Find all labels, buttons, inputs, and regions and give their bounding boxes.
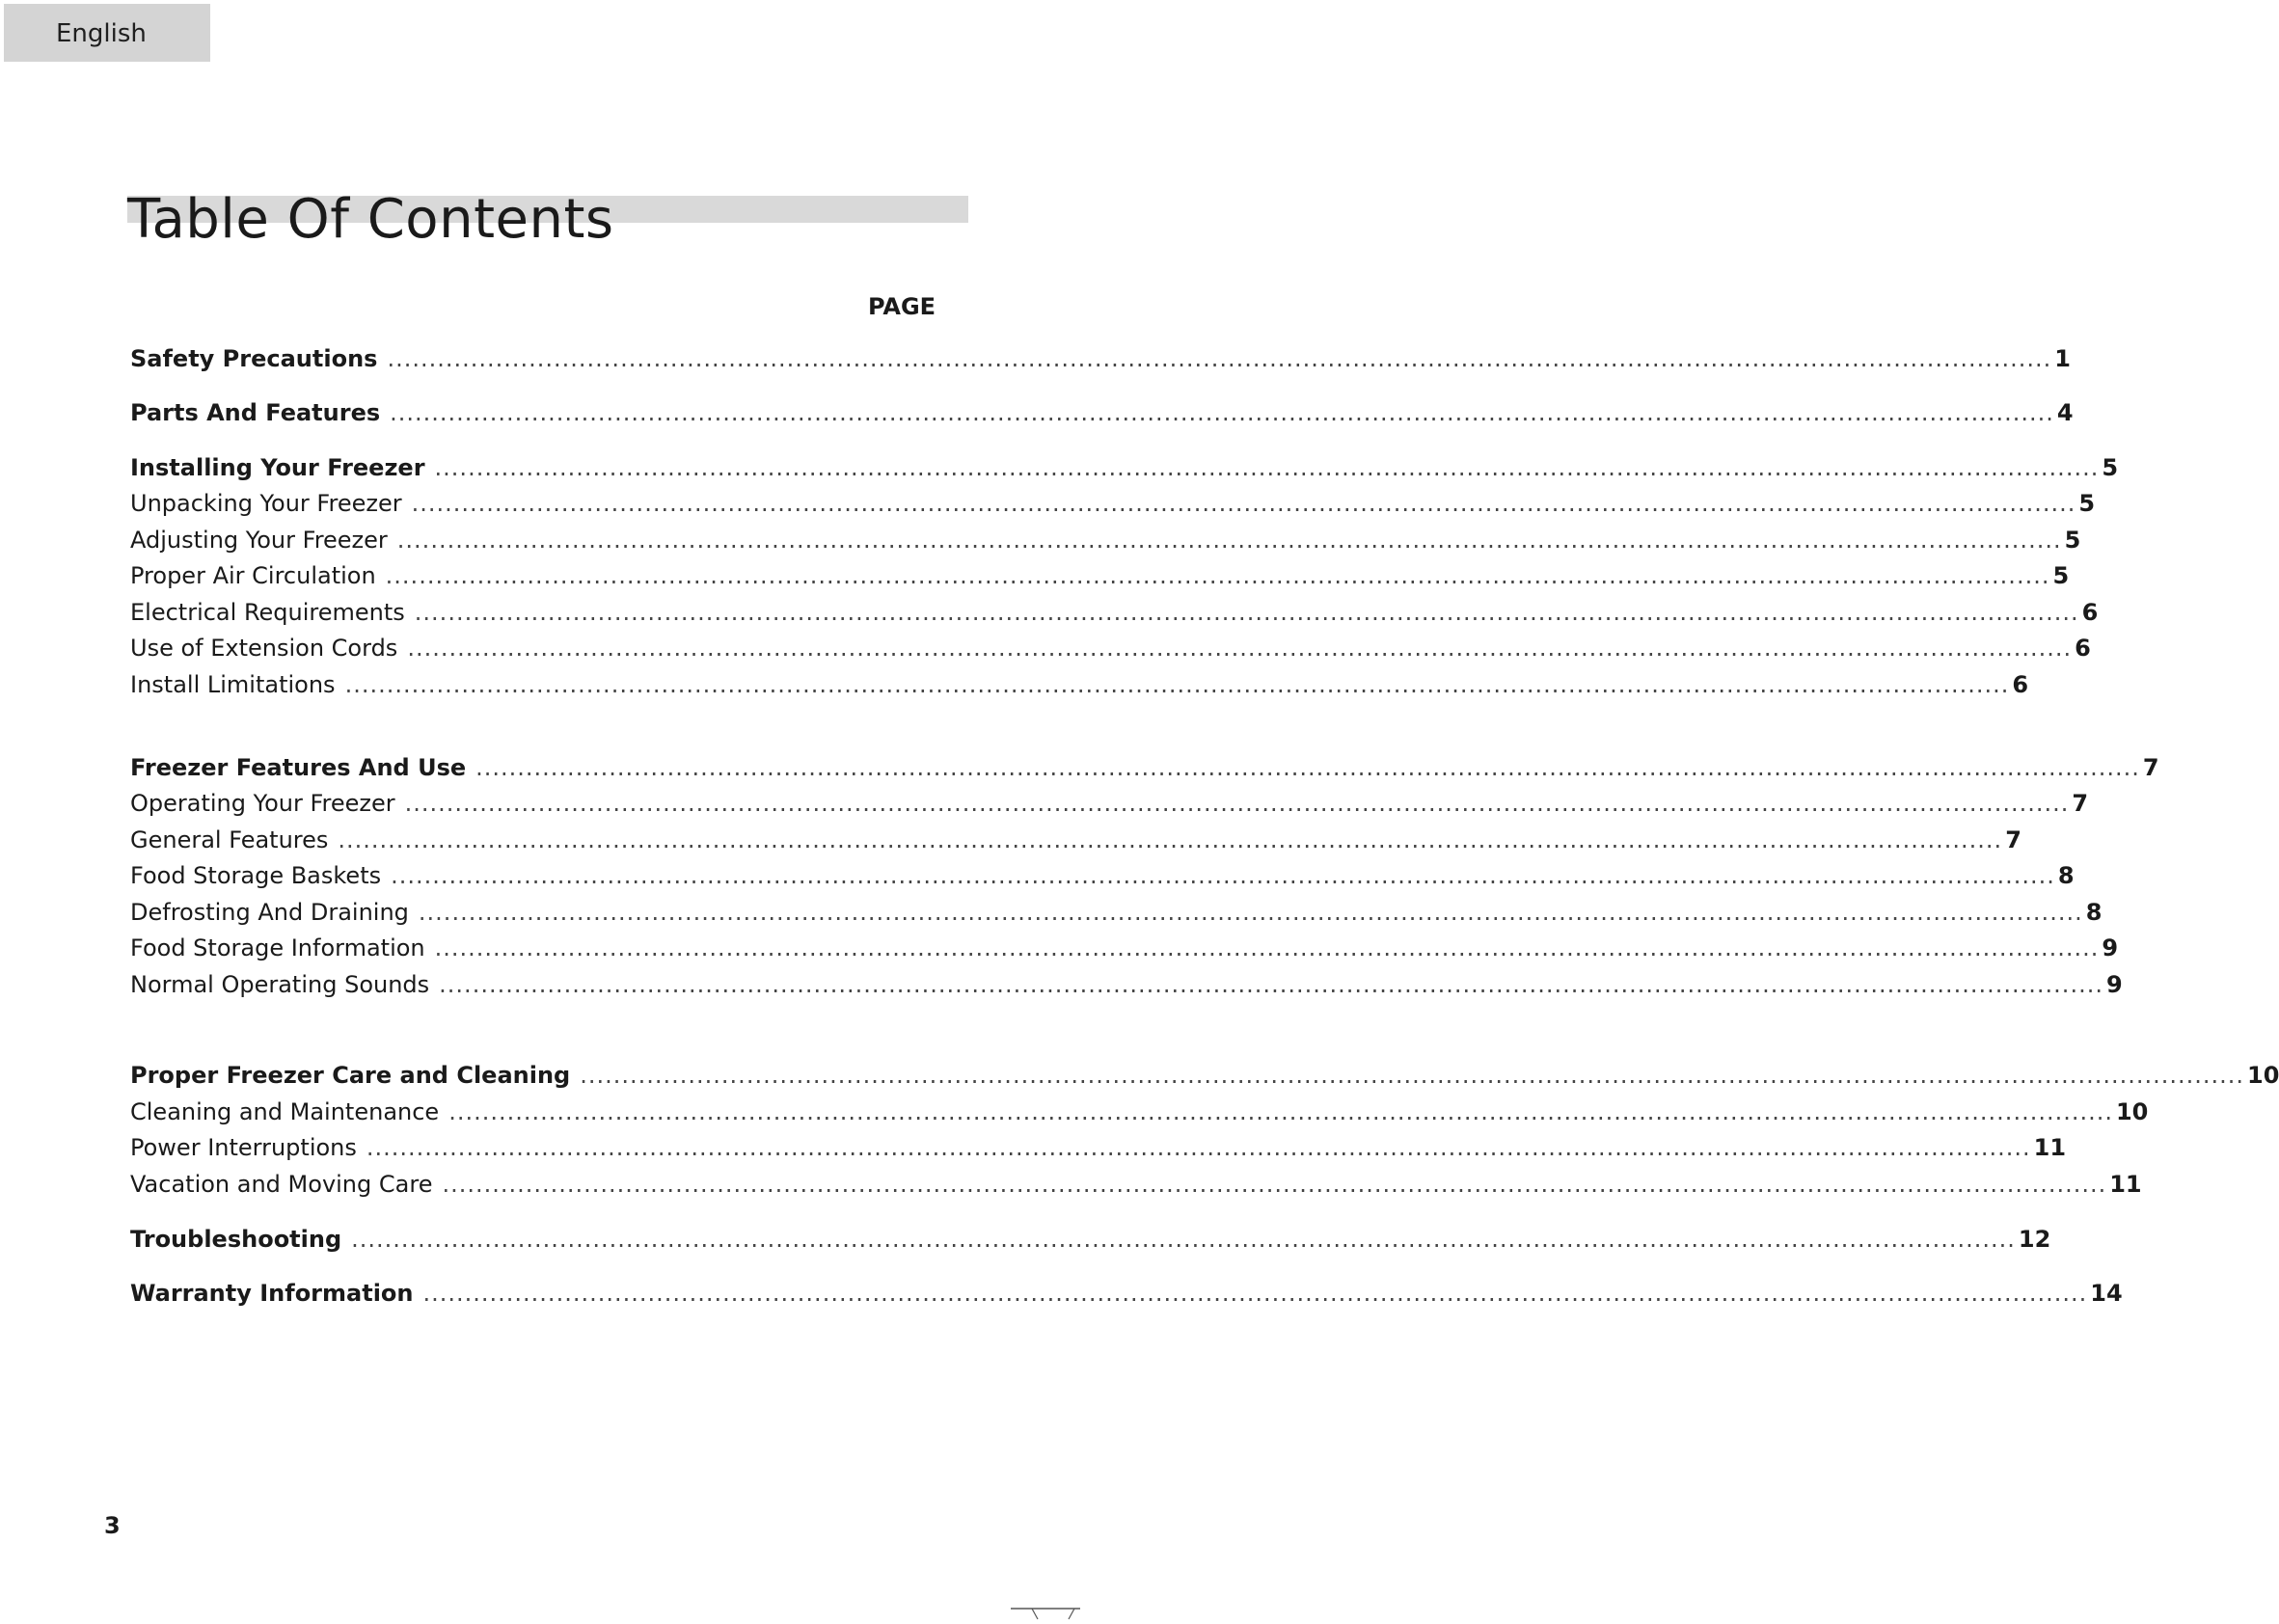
toc-entry-page: 5 <box>2052 562 2070 589</box>
toc-entry-label: Operating Your Freezer <box>130 790 395 817</box>
toc-entry-general-features[interactable] <box>130 826 2021 854</box>
page-column-header: PAGE <box>868 293 936 320</box>
toc-entry-label: Normal Operating Sounds <box>130 971 430 998</box>
dot-leader: ........................................................................................................................................................................................................ <box>414 599 2079 626</box>
toc-entry-freezer-features-and-use[interactable] <box>130 753 2159 782</box>
toc-entry-unpacking-your-freezer[interactable] <box>130 489 2096 518</box>
toc-entry-label: Warranty Information <box>130 1280 414 1307</box>
dot-leader: ........................................................................................................................................................................................................ <box>418 899 2083 926</box>
toc-entry-electrical-requirements[interactable] <box>130 598 2099 627</box>
dot-leader: ........................................................................................................................................................................................................ <box>404 790 2070 817</box>
toc-entry-power-interruptions[interactable] <box>130 1133 2067 1162</box>
toc-entry-page: 6 <box>2075 635 2091 662</box>
toc-entry-safety-precautions[interactable] <box>130 344 2071 373</box>
toc-entry-label: Troubleshooting <box>130 1226 342 1253</box>
toc-entry-label: Installing Your Freezer <box>130 454 425 481</box>
dot-leader: ........................................................................................................................................................................................................ <box>366 1134 2031 1161</box>
dot-leader: ........................................................................................................................................................................................................ <box>439 971 2103 998</box>
toc-entry-normal-operating-sounds[interactable] <box>130 970 2123 999</box>
toc-entry-installing-your-freezer[interactable] <box>130 453 2119 482</box>
toc-entry-label: Adjusting Your Freezer <box>130 527 388 554</box>
dot-leader: ........................................................................................................................................................................................................ <box>351 1226 2016 1253</box>
dot-leader: ........................................................................................................................................................................................................ <box>344 671 2010 698</box>
toc-entry-label: Electrical Requirements <box>130 599 405 626</box>
toc-entry-food-storage-information[interactable] <box>130 934 2119 962</box>
toc-entry-page: 9 <box>2102 934 2119 961</box>
toc-entry-troubleshooting[interactable] <box>130 1225 2051 1254</box>
toc-entry-page: 6 <box>2012 671 2029 698</box>
dot-leader: ........................................................................................................................................................................................................ <box>387 345 2052 372</box>
toc-entry-page: 11 <box>2109 1171 2142 1198</box>
toc-entry-label: Install Limitations <box>130 671 336 698</box>
toc-entry-label: Proper Air Circulation <box>130 562 376 589</box>
toc-entry-page: 9 <box>2105 971 2123 998</box>
dot-leader: ........................................................................................................................................................................................................ <box>385 562 2050 589</box>
dot-leader: ........................................................................................................................................................................................................ <box>390 399 2054 426</box>
toc-entry-page: 7 <box>2005 826 2021 853</box>
language-tab: English <box>4 4 210 62</box>
toc-entry-page: 5 <box>2102 454 2119 481</box>
toc-entry-page: 4 <box>2056 399 2074 426</box>
dot-leader: ........................................................................................................................................................................................................ <box>434 934 2100 961</box>
dot-leader: ........................................................................................................................................................................................................ <box>407 635 2073 662</box>
dot-leader: ........................................................................................................................................................................................................ <box>434 454 2100 481</box>
toc-entry-label: Parts And Features <box>130 399 381 426</box>
toc-entry-page: 1 <box>2054 345 2071 372</box>
toc-entry-label: General Features <box>130 826 329 853</box>
dot-leader: ........................................................................................................................................................................................................ <box>422 1280 2088 1307</box>
toc-entry-label: Use of Extension Cords <box>130 635 398 662</box>
toc-entry-proper-freezer-care-and-cleaning[interactable] <box>130 1061 2279 1090</box>
toc-entry-label: Food Storage Baskets <box>130 862 382 889</box>
dot-leader: ........................................................................................................................................................................................................ <box>442 1171 2107 1198</box>
toc-entry-page: 7 <box>2142 754 2159 781</box>
toc-entry-parts-and-features[interactable] <box>130 398 2074 427</box>
toc-entry-page: 6 <box>2081 599 2099 626</box>
page-title: Table Of Contents <box>127 188 614 251</box>
dot-leader: ........................................................................................................................................................................................................ <box>448 1098 2113 1125</box>
toc-entry-label: Defrosting And Draining <box>130 899 409 926</box>
toc-entry-use-of-extension-cords[interactable] <box>130 634 2091 663</box>
toc-entry-operating-your-freezer[interactable] <box>130 789 2089 818</box>
toc-entry-install-limitations[interactable] <box>130 670 2029 699</box>
toc-entry-page: 11 <box>2033 1134 2067 1161</box>
dot-leader: ........................................................................................................................................................................................................ <box>338 826 2003 853</box>
dot-leader: ........................................................................................................................................................................................................ <box>411 490 2076 517</box>
toc-entry-label: Vacation and Moving Care <box>130 1171 433 1198</box>
toc-entry-page: 12 <box>2018 1226 2051 1253</box>
toc-entry-page: 8 <box>2085 899 2103 926</box>
toc-entry-adjusting-your-freezer[interactable] <box>130 526 2081 555</box>
toc-entry-cleaning-and-maintenance[interactable] <box>130 1097 2149 1126</box>
dot-leader: ........................................................................................................................................................................................................ <box>580 1062 2245 1089</box>
toc-entry-label: Proper Freezer Care and Cleaning <box>130 1062 571 1089</box>
dot-leader: ........................................................................................................................................................................................................ <box>396 527 2062 554</box>
toc-entry-label: Freezer Features And Use <box>130 754 467 781</box>
toc-entry-warranty-information[interactable] <box>130 1279 2123 1308</box>
toc-entry-label: Safety Precautions <box>130 345 378 372</box>
toc-entry-label: Food Storage Information <box>130 934 425 961</box>
toc-entry-label: Power Interruptions <box>130 1134 357 1161</box>
toc-entry-label: Unpacking Your Freezer <box>130 490 402 517</box>
toc-entry-page: 10 <box>2115 1098 2149 1125</box>
toc-entry-proper-air-circulation[interactable] <box>130 561 2070 590</box>
toc-entry-label: Cleaning and Maintenance <box>130 1098 440 1125</box>
toc-entry-page: 8 <box>2057 862 2075 889</box>
toc-entry-page: 5 <box>2064 527 2081 554</box>
toc-entry-vacation-and-moving-care[interactable] <box>130 1170 2142 1199</box>
toc-entry-page: 5 <box>2078 490 2096 517</box>
toc-entry-page: 14 <box>2090 1280 2123 1307</box>
dot-leader: ........................................................................................................................................................................................................ <box>475 754 2140 781</box>
toc-entry-food-storage-baskets[interactable] <box>130 861 2075 890</box>
corner-scan-mark <box>1011 1607 1088 1620</box>
toc-entry-defrosting-and-draining[interactable] <box>130 898 2103 927</box>
page-number: 3 <box>104 1512 121 1539</box>
toc-entry-page: 7 <box>2072 790 2089 817</box>
toc-entry-page: 10 <box>2247 1062 2279 1089</box>
dot-leader: ........................................................................................................................................................................................................ <box>391 862 2055 889</box>
